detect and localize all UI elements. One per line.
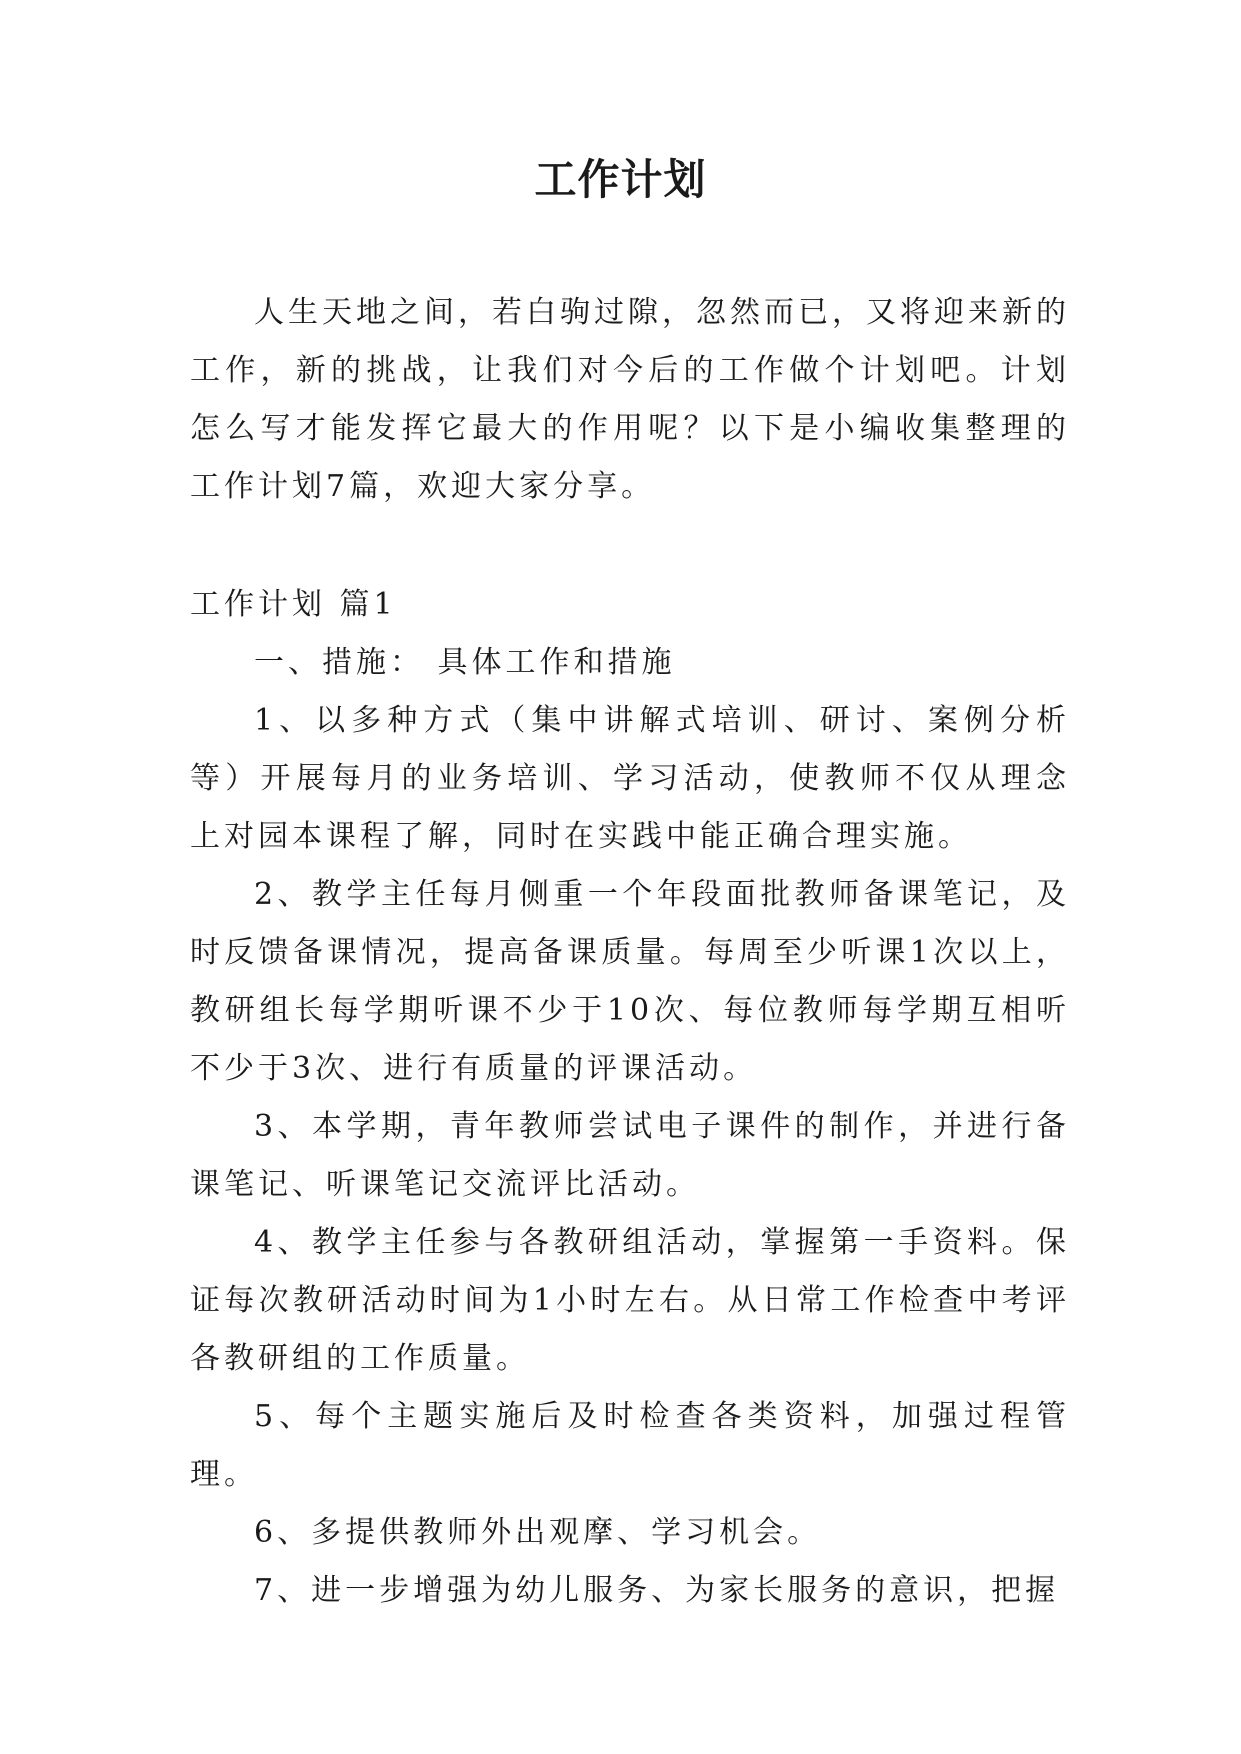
- item-paragraph-5: 5、每个主题实施后及时检查各类资料，加强过程管理。: [190, 1399, 1070, 1492]
- item-paragraph-4: 4、教学主任参与各教研组活动，掌握第一手资料。保证每次教研活动时间为1小时左右。从日常工作检查中考评各教研组的工作质量。: [190, 1225, 1070, 1376]
- item-paragraph-1: 1、以多种方式（集中讲解式培训、研讨、案例分析等）开展每月的业务培训、学习活动，使教师不仅从理念上对园本课程了解，同时在实践中能正确合理实施。: [190, 703, 1070, 854]
- intro-paragraph: 人生天地之间，若白驹过隙，忽然而已，又将迎来新的工作，新的挑战，让我们对今后的工作做个计划吧。计划怎么写才能发挥它最大的作用呢？以下是小编收集整理的工作计划7篇，欢迎大家分享。: [190, 295, 1070, 504]
- measures-heading: 一、措施： 具体工作和措施: [254, 645, 676, 680]
- item-paragraph-7: 7、进一步增强为幼儿服务、为家长服务的意识，把握: [254, 1573, 1060, 1608]
- item-paragraph-3: 3、本学期，青年教师尝试电子课件的制作，并进行备课笔记、听课笔记交流评比活动。: [190, 1109, 1070, 1202]
- item-paragraph-6: 6、多提供教师外出观摩、学习机会。: [254, 1515, 822, 1550]
- document-title: 工作计划: [534, 155, 707, 204]
- section-block: [190, 576, 1070, 1620]
- intro-block: [190, 284, 1070, 516]
- section-heading: 工作计划 篇1: [190, 587, 397, 622]
- item-paragraph-2: 2、教学主任每月侧重一个年段面批教师备课笔记，及时反馈备课情况，提高备课质量。每周至少听课1次以上，教研组长每学期听课不少于10次、每位教师每学期互相听不少于3次、进行有质量的评课活动。: [190, 877, 1070, 1086]
